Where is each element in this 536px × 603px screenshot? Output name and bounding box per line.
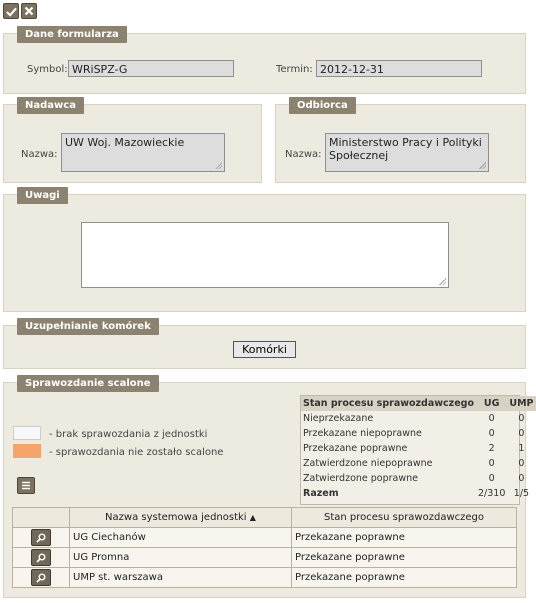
nadawca-name-label: Nazwa:	[21, 149, 58, 160]
table-row	[13, 568, 517, 588]
check-icon	[6, 6, 17, 17]
list-toggle-button[interactable]	[17, 477, 35, 494]
stan-total-label: Razem	[303, 488, 339, 499]
stan-row	[301, 426, 536, 441]
magnifier-icon	[36, 573, 46, 583]
list-icon	[21, 481, 31, 490]
komorki-button[interactable]: Komórki	[233, 341, 296, 358]
stan-row	[301, 456, 536, 471]
stan-row-ump: 0	[518, 473, 525, 484]
unit-name: UMP st. warszawa	[70, 568, 292, 588]
stan-row-ug: 2	[488, 443, 495, 454]
termin-field[interactable]: 2012-12-31	[316, 60, 482, 77]
odbiorca-legend: Odbiorca	[289, 97, 356, 114]
stan-total-ug: 2/310	[477, 488, 506, 499]
magnifier-icon	[36, 553, 46, 563]
symbol-field[interactable]: WRiSPZ-G	[68, 60, 234, 77]
uwagi-legend: Uwagi	[17, 187, 68, 204]
stan-header-ump: UMP	[509, 398, 534, 409]
stan-row-label: Przekazane poprawne	[303, 443, 408, 454]
legend-swatch-not-merged	[13, 444, 41, 458]
nadawca-name-value: UW Woj. Mazowieckie	[65, 136, 185, 149]
symbol-label: Symbol:	[27, 64, 68, 75]
magnifier-icon	[36, 533, 46, 543]
stan-total-row	[301, 486, 536, 501]
stan-row	[301, 411, 536, 426]
stan-total-ump: 1/5	[513, 488, 530, 499]
odbiorca-name-field[interactable]	[325, 133, 489, 172]
odbiorca-name-value: Ministerstwo Pracy i Polityki Społecznej	[329, 136, 482, 162]
stan-row-ump: 0	[518, 428, 525, 439]
unit-stan: Przekazane poprawne	[292, 528, 517, 548]
cancel-button[interactable]	[21, 3, 37, 19]
stan-header-ug: UG	[476, 396, 507, 411]
view-unit-button[interactable]	[31, 569, 51, 586]
resize-grip-icon[interactable]	[439, 278, 446, 285]
uwagi-textarea[interactable]	[81, 222, 449, 288]
stan-row-ug: 0	[488, 473, 495, 484]
stan-row-ump: 0	[518, 458, 525, 469]
nadawca-legend: Nadawca	[17, 97, 84, 114]
units-header-stan: Stan procesu sprawozdawczego	[292, 508, 517, 528]
scalone-legend: Sprawozdanie scalone	[17, 375, 159, 392]
stan-row-label: Zatwierdzone niepoprawne	[303, 458, 433, 469]
odbiorca-name-label: Nazwa:	[285, 149, 322, 160]
legend-text-not-merged: - sprawozdania nie zostało scalone	[49, 447, 224, 458]
stan-row	[301, 471, 536, 486]
legend-swatch-missing	[13, 426, 41, 440]
stan-row-label: Zatwierdzone poprawne	[303, 473, 418, 484]
sort-icon: ▲	[249, 513, 256, 522]
unit-stan: Przekazane poprawne	[292, 568, 517, 588]
view-unit-button[interactable]	[31, 549, 51, 566]
stan-row-ump: 0	[518, 413, 525, 424]
komorki-legend: Uzupełnianie komórek	[17, 318, 159, 335]
legend-text-missing: - brak sprawozdania z jednostki	[49, 429, 208, 440]
stan-summary	[300, 395, 534, 505]
accept-button[interactable]	[3, 3, 19, 19]
table-row	[13, 528, 517, 548]
dane-formularza-legend: Dane formularza	[17, 26, 127, 43]
unit-stan: Przekazane poprawne	[292, 548, 517, 568]
table-row	[13, 548, 517, 568]
units-header-action	[13, 508, 70, 528]
stan-row-ug: 0	[488, 428, 495, 439]
view-unit-button[interactable]	[31, 529, 51, 546]
units-header-name[interactable]	[70, 508, 292, 528]
stan-row-ump: 1	[518, 443, 525, 454]
stan-row-label: Przekazane niepoprawne	[303, 428, 422, 439]
termin-label: Termin:	[276, 64, 313, 75]
resize-grip-icon[interactable]	[215, 162, 222, 169]
stan-table	[301, 396, 536, 501]
stan-header-label: Stan procesu sprawozdawczego	[303, 398, 474, 409]
stan-row-ug: 0	[488, 458, 495, 469]
resize-grip-icon[interactable]	[479, 162, 486, 169]
units-header-name-label: Nazwa systemowa jednostki	[105, 512, 247, 523]
units-table	[12, 507, 517, 588]
stan-row-label: Nieprzekazane	[303, 413, 374, 424]
unit-name: UG Ciechanów	[70, 528, 292, 548]
unit-name: UG Promna	[70, 548, 292, 568]
nadawca-name-field[interactable]	[61, 133, 225, 172]
close-icon	[24, 6, 34, 16]
stan-row-ug: 0	[488, 413, 495, 424]
stan-row	[301, 441, 536, 456]
